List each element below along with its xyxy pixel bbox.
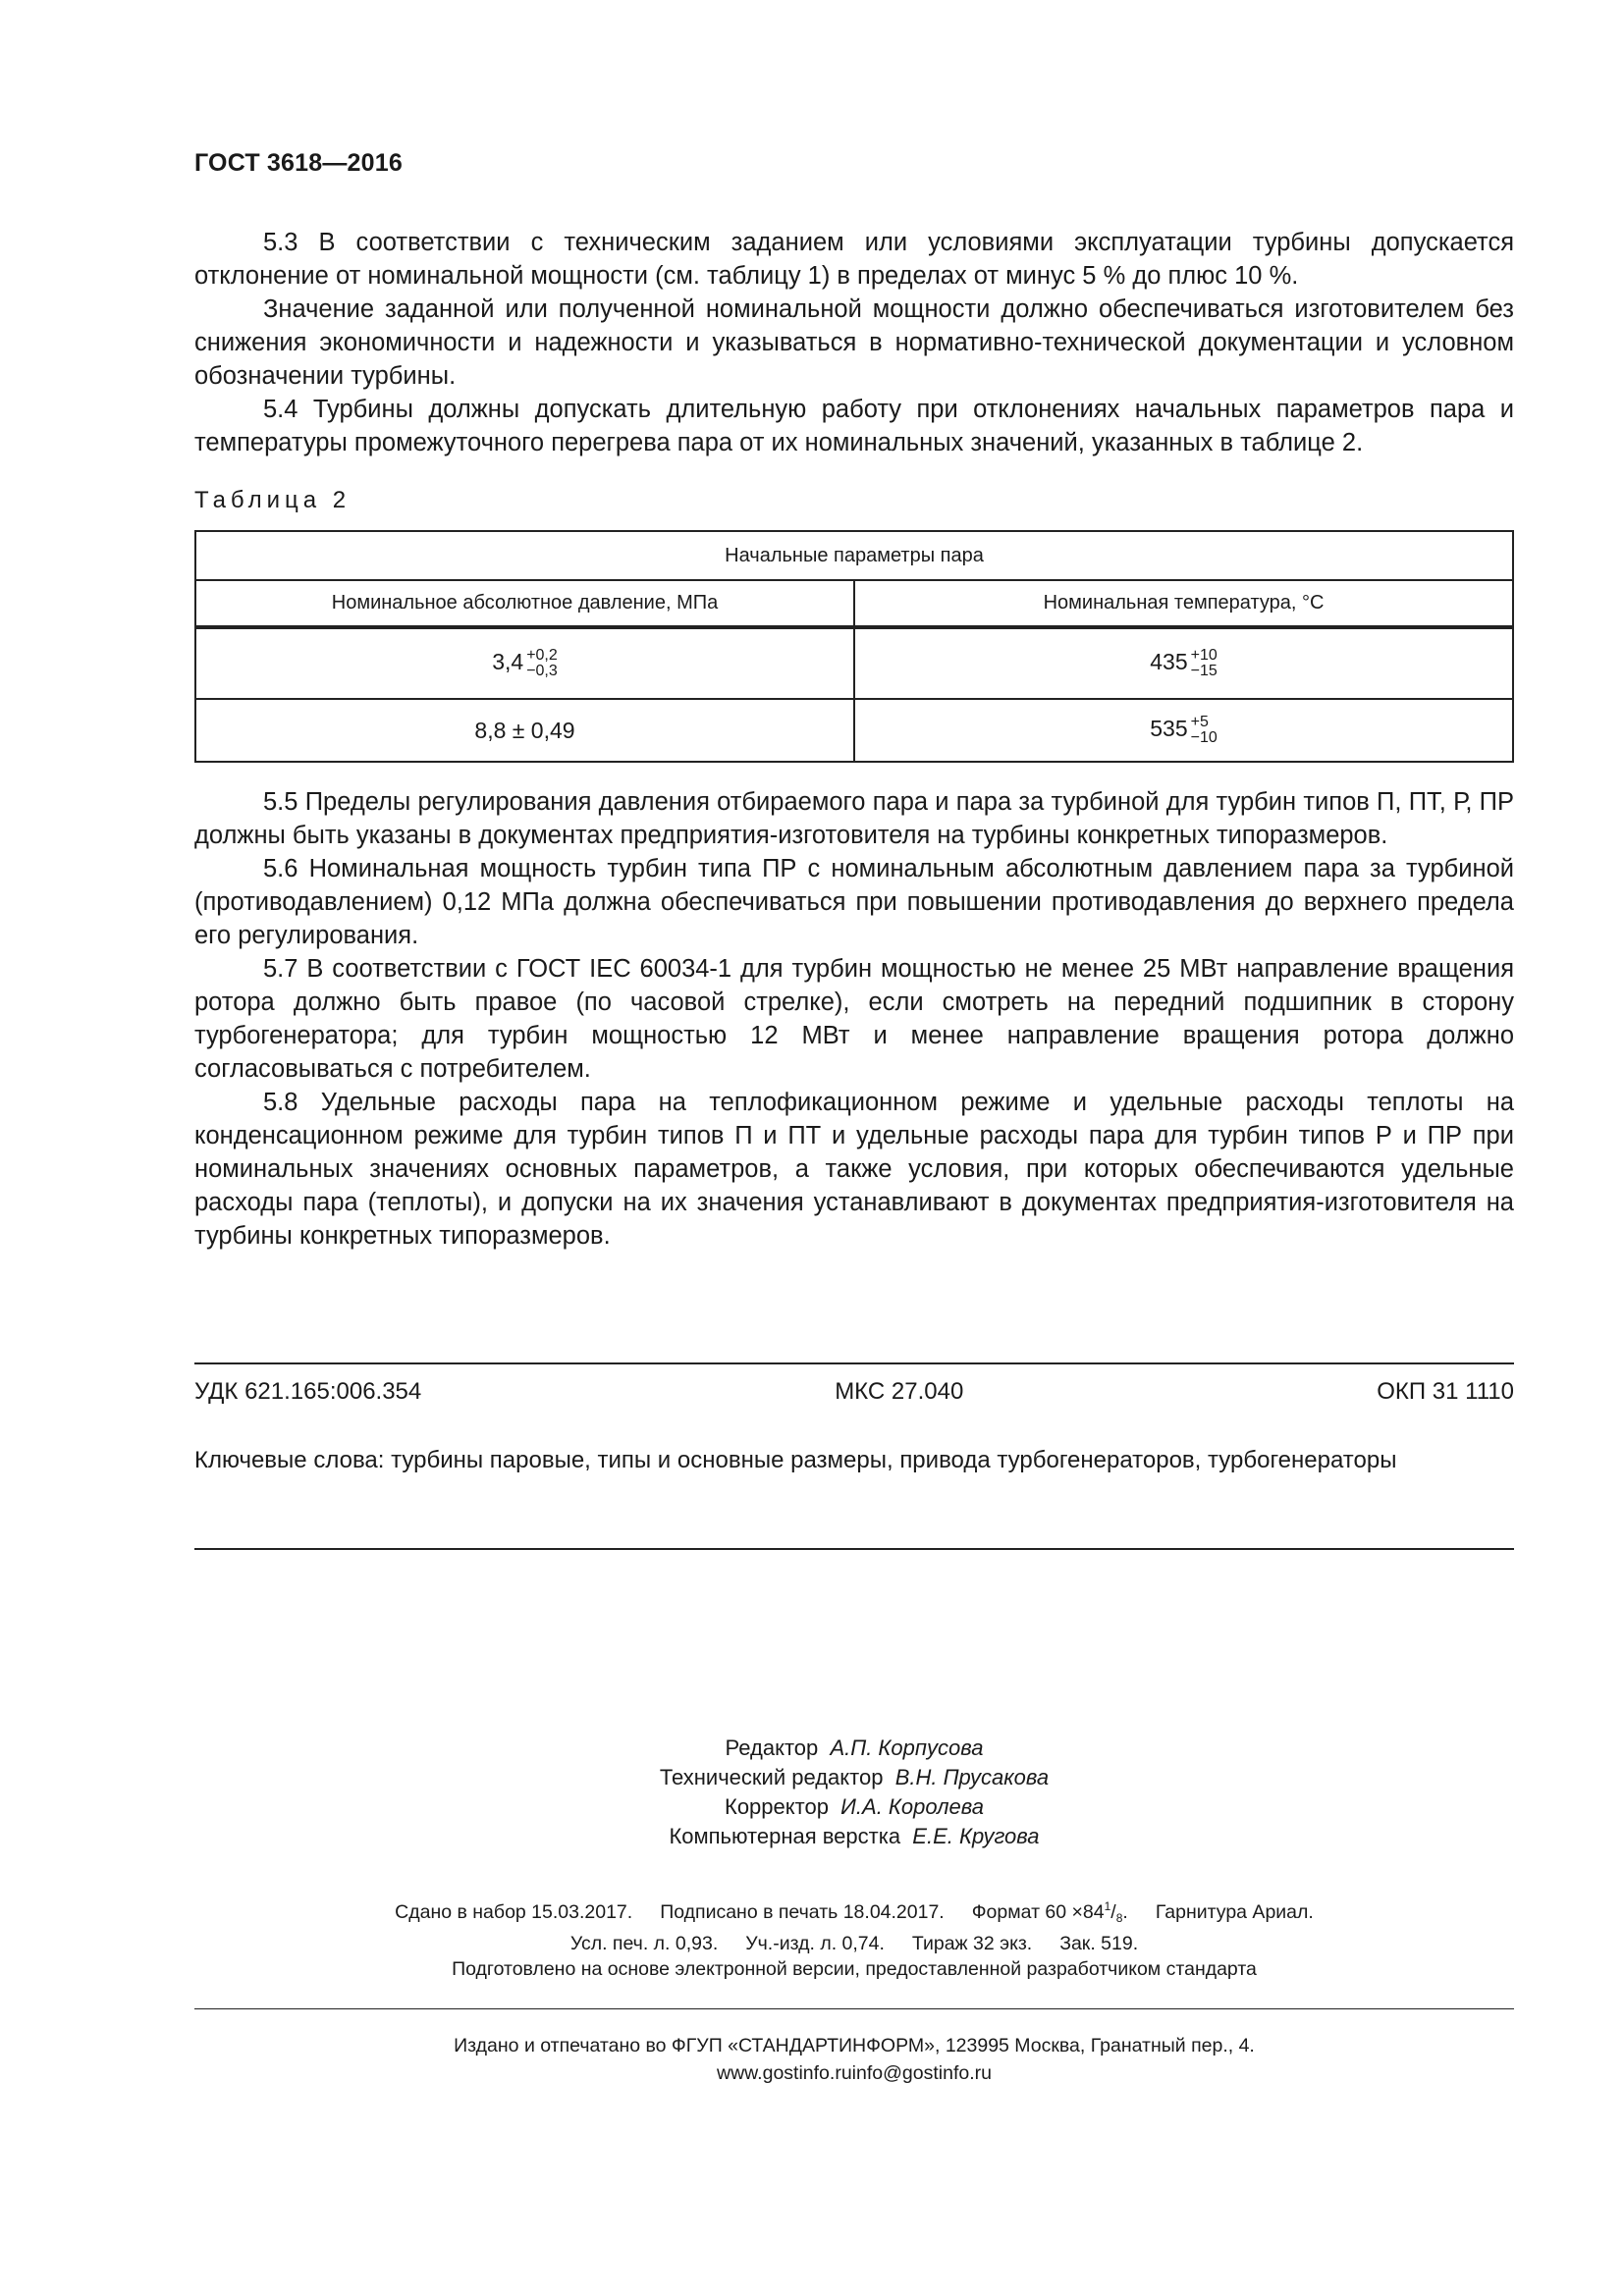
- table-row: [195, 699, 1513, 762]
- tolerance: [526, 648, 558, 679]
- cell-temperature: [854, 627, 1513, 699]
- body-section-bottom: [194, 785, 1514, 1253]
- credit-tech-editor: Технический редактор В.Н. Прусакова: [659, 1765, 1050, 1789]
- table-group-header: Начальные параметры пара: [195, 531, 1513, 580]
- paragraph-5-5: 5.5 Пределы регулирования давления отбираемого пара и пара за турбиной для турбин типов П, ПТ, Р, ПР должны быть указаны в документах предприятия-изготовителя на турбины конкретных типоразмеров.: [194, 788, 1514, 849]
- cell-pressure: [195, 627, 854, 699]
- column-header-temperature: Номинальная температура, °С: [854, 580, 1513, 627]
- body-section-top: [194, 226, 1514, 459]
- table-row: [195, 627, 1513, 699]
- steam-parameters-table: [194, 530, 1514, 763]
- publisher-contacts: [194, 2059, 1514, 2087]
- publisher-info: [194, 2032, 1514, 2087]
- paragraph-5-6: 5.6 Номинальная мощность турбин типа ПР с номинальным абсолютным давлением пара за турбиной (противодавлением) 0,12 МПа должна обеспечиваться при повышении противодавления до верхнего предела его регулирования.: [194, 855, 1514, 949]
- tolerance-lower: −15: [1190, 663, 1218, 679]
- email-link[interactable]: info@gostinfo.ru: [851, 2062, 992, 2084]
- document-header: ГОСТ 3618—2016: [194, 149, 403, 177]
- pressure-value: 3,4: [492, 649, 524, 675]
- cell-pressure: 8,8 ± 0,49: [195, 699, 854, 762]
- imprint-line-2: Усл. печ. л. 0,93. Уч.-изд. л. 0,74. Тираж 32 экз. Зак. 519.: [569, 1933, 1139, 1954]
- tolerance-upper: +5: [1190, 714, 1209, 730]
- credit-layout: Компьютерная верстка Е.Е. Кругова: [669, 1824, 1040, 1848]
- credit-corrector: Корректор И.А. Королева: [725, 1794, 984, 1819]
- mks-code: МКС 27.040: [835, 1378, 964, 1405]
- paragraph-5-3: 5.3 В соответствии с техническим заданием или условиями эксплуатации турбины допускается отклонение от номинальной мощности (см. таблицу 1) в пределах от минус 5 % до плюс 10 %.: [194, 229, 1514, 290]
- temperature-value: 535: [1150, 716, 1188, 742]
- editorial-credits: [194, 1734, 1514, 1851]
- credit-editor: Редактор А.П. Корпусова: [725, 1735, 984, 1760]
- paragraph-5-4: 5.4 Турбины должны допускать длительную работу при отклонениях начальных параметров пара и температуры промежуточного перегрева пара от их номинальных значений, указанных в таблице 2.: [194, 396, 1514, 456]
- publisher-address: Издано и отпечатано во ФГУП «СТАНДАРТИНФОРМ», 123995 Москва, Гранатный пер., 4.: [454, 2035, 1255, 2056]
- table-label: Таблица 2: [194, 487, 352, 513]
- imprint-line-1: Сдано в набор 15.03.2017. Подписано в печать 18.04.2017. Формат $60 \times 84^1/_8$. Гарнитура Ариал.: [395, 1899, 1314, 1925]
- tolerance: [1191, 648, 1218, 679]
- paragraph-5-8: 5.8 Удельные расходы пара на теплофикационном режиме и удельные расходы теплоты на конденсационном режиме для турбин типов П и ПТ и удельные расходы пара для турбин типов Р и ПР при номинальных значениях основных параметров, а также условия, при которых обеспечиваются удельные расходы пара (теплоты), и допуски на их значения устанавливают в документах предприятия-изготовителя на турбины конкретных типоразмеров.: [194, 1089, 1514, 1250]
- udk-code: УДК 621.165:006.354: [194, 1378, 422, 1405]
- tolerance-upper: +10: [1190, 647, 1218, 664]
- divider: [194, 1548, 1514, 1550]
- tolerance-upper: +0,2: [526, 647, 558, 664]
- tolerance-lower: −10: [1190, 729, 1218, 746]
- print-imprint: [194, 1894, 1514, 1982]
- tolerance-lower: −0,3: [526, 663, 558, 679]
- website-link[interactable]: www.gostinfo.ru: [717, 2062, 852, 2084]
- paragraph-nominal-power: Значение заданной или полученной номинальной мощности должно обеспечиваться изготовителем без снижения экономичности и надежности и указываться в нормативно-технической документации и условном обозначении турбины.: [194, 295, 1514, 390]
- keywords: Ключевые слова: турбины паровые, типы и основные размеры, привода турбогенераторов, турбогенераторы: [194, 1447, 1397, 1473]
- temperature-value: 435: [1150, 649, 1188, 675]
- divider: [194, 2008, 1514, 2009]
- divider: [194, 1362, 1514, 1364]
- paragraph-5-7: 5.7 В соответствии с ГОСТ IEC 60034-1 для турбин мощностью не менее 25 МВт направление вращения ротора должно быть правое (по часовой стрелке), если смотреть на передний подшипник в сторону турбогенератора; для турбин мощностью 12 МВт и менее направление вращения ротора должно согласовываться с потребителем.: [194, 955, 1514, 1083]
- column-header-pressure: Номинальное абсолютное давление, МПа: [195, 580, 854, 627]
- imprint-line-3: Подготовлено на основе электронной версии, предоставленной разработчиком стандарта: [452, 1958, 1257, 1980]
- tolerance: [1191, 715, 1218, 746]
- cell-temperature: [854, 699, 1513, 762]
- okp-code: ОКП 31 1110: [1377, 1378, 1514, 1405]
- classification-codes: [194, 1378, 1514, 1406]
